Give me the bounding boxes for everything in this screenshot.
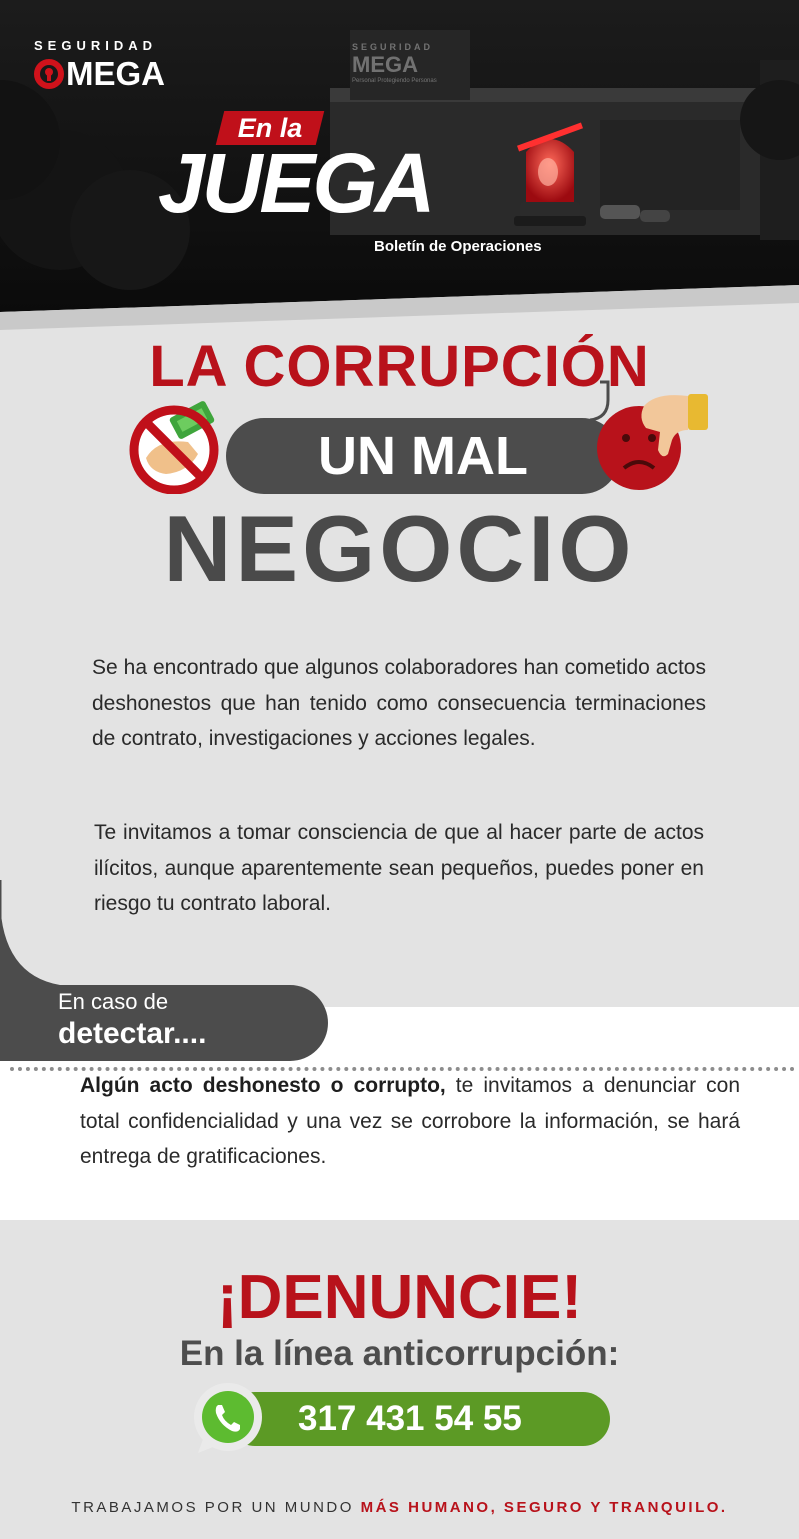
hotline-number: 317 431 54 55 (298, 1399, 522, 1438)
report-bold-lead: Algún acto deshonesto o corrupto, (80, 1074, 446, 1097)
bulletin-subtitle: Boletín de Operaciones (374, 238, 542, 255)
footer-slogan (0, 1499, 799, 1516)
ghost-logo-sub: Personal Protegiendo Personas (352, 78, 437, 84)
report-paragraph (80, 1068, 740, 1175)
detect-heading-line-1: En caso de (58, 989, 169, 1014)
report-callout: ¡DENUNCIE! (216, 1263, 583, 1332)
en-la-text: En la (237, 113, 303, 143)
detect-heading-pill (0, 985, 328, 1061)
title-line-1: LA CORRUPCIÓN (149, 334, 650, 399)
intro-paragraph: Se ha encontrado que algunos colaboradores han cometido actos deshonestos que han tenido como consecuencia terminaciones de contrato, investigaciones y acciones legales. (92, 656, 706, 750)
logo-name: MEGA (66, 55, 165, 92)
awareness-paragraph: Te invitamos a tomar consciencia de que al hacer parte de actos ilícitos, aunque aparentemente sean pequeños, puedes poner en riesgo tu contrato laboral. (94, 821, 704, 915)
title-line-2: UN MAL (318, 426, 528, 486)
ghost-logo-top: SEGURIDAD (352, 42, 434, 52)
footer-slogan-normal: TRABAJAMOS POR UN MUNDO (71, 1499, 361, 1516)
whatsapp-icon (188, 1379, 268, 1459)
title-line-3: NEGOCIO (163, 496, 636, 601)
hotline-label: En la línea anticorrupción: (179, 1334, 620, 1373)
logo-top-text: SEGURIDAD (34, 38, 158, 53)
footer-slogan-highlight: MÁS HUMANO, SEGURO Y TRANQUILO. (360, 1499, 728, 1516)
ghost-logo-name: MEGA (352, 52, 418, 77)
juega-title: JUEGA (158, 136, 433, 230)
report-rest: te invitamos a denunciar con total confidencialidad y una vez se corrobore la información, se hará entrega de gratificaciones. (80, 1074, 740, 1168)
hotline-number-pill[interactable] (228, 1392, 610, 1446)
detect-heading-line-2: detectar.... (58, 1017, 207, 1050)
